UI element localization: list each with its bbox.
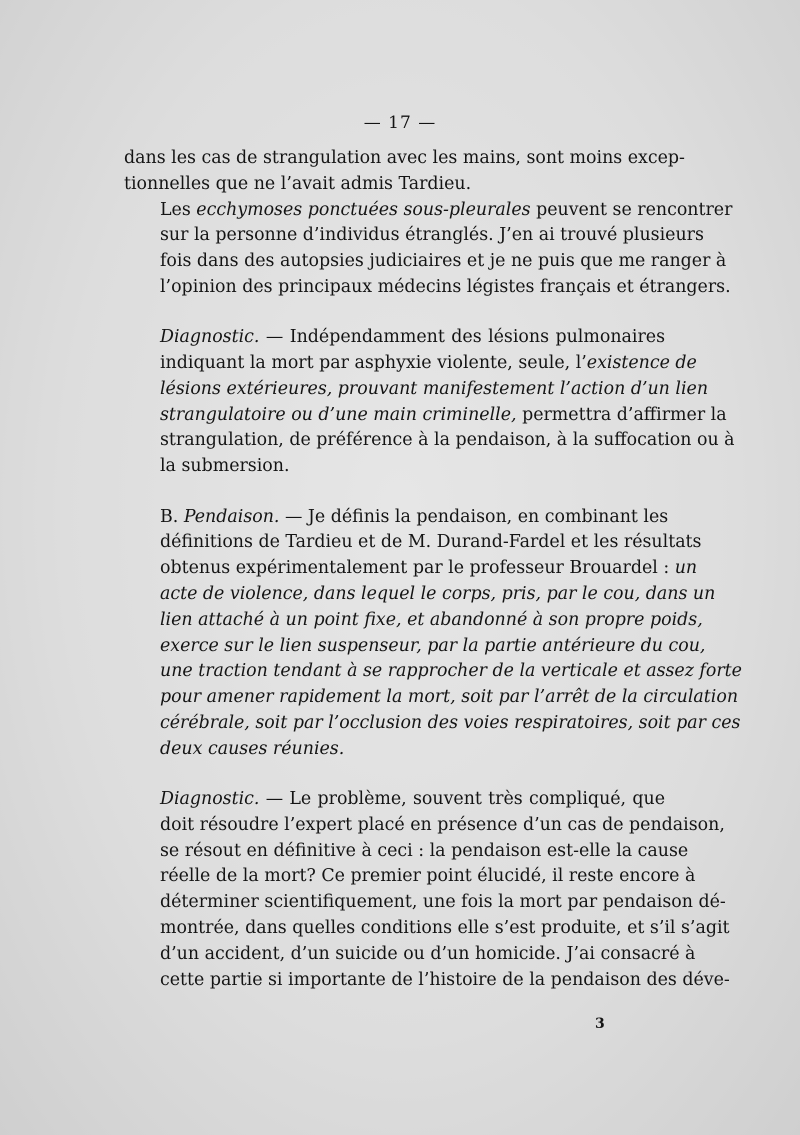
paragraph-strangulation-hands bbox=[124, 146, 685, 198]
italic-text: lésions extérieures, prouvant manifestement l’action d’un lien bbox=[160, 378, 709, 399]
text-line bbox=[124, 942, 696, 968]
text-line bbox=[124, 968, 730, 994]
italic-text: Diagnostic. bbox=[160, 789, 260, 810]
text-segment: définitions de Tardieu et de M. Durand-Fardel et les résultats bbox=[160, 532, 702, 553]
page-number: — 17 — bbox=[363, 113, 437, 133]
text-segment: réelle de la mort? Ce premier point élucidé, il reste encore à bbox=[160, 866, 696, 887]
text-line bbox=[124, 685, 739, 711]
text-segment: — Je définis la pendaison, en combinant les bbox=[279, 506, 669, 527]
text-line bbox=[124, 556, 698, 582]
text-line bbox=[124, 198, 733, 224]
text-segment: cette partie si importante de l’histoire de la pendaison des déve- bbox=[160, 969, 730, 990]
italic-text: acte de violence, dans lequel le corps, pris, par le cou, dans un bbox=[160, 583, 716, 604]
text-segment: l’ bbox=[575, 353, 587, 374]
text-line bbox=[124, 351, 697, 377]
italic-text: ecchymoses ponctuées sous-pleurales bbox=[196, 199, 531, 220]
text-line bbox=[124, 275, 731, 301]
text-line bbox=[124, 737, 665, 763]
paragraph-pendaison-definition bbox=[124, 505, 742, 763]
text-segment: indiquant la mort par asphyxie violente, seule, bbox=[160, 353, 576, 374]
text-line bbox=[124, 634, 706, 660]
text-segment: peuvent se rencontrer bbox=[530, 199, 733, 220]
text-segment: — Indépendamment des lésions pulmonaires bbox=[259, 327, 665, 348]
text-line bbox=[124, 864, 696, 890]
text-segment: dans les cas de strangulation avec les mains, sont moins excep- bbox=[124, 148, 685, 168]
text-line bbox=[124, 787, 665, 813]
text-segment: d’un accident, d’un suicide ou d’un homicide. J’ai consacré à bbox=[160, 943, 696, 964]
italic-text: une traction tendant à se rapprocher de la verticale et assez forte bbox=[160, 661, 742, 682]
text-line bbox=[124, 403, 727, 429]
text-segment: sur la personne d’individus étranglés. J’en ai trouvé plusieurs bbox=[160, 225, 704, 246]
text-line bbox=[124, 608, 703, 634]
italic-text: lien attaché à un point fixe, et abandonné à son propre poids, bbox=[160, 609, 703, 630]
italic-text: un bbox=[674, 558, 698, 579]
italic-text: pour amener rapidement la mort, soit par l’arrêt de la circulation bbox=[160, 687, 739, 708]
text-line bbox=[124, 839, 689, 865]
text-segment: doit résoudre l’expert placé en présence d’un cas de pendaison, bbox=[160, 814, 725, 835]
text-line bbox=[124, 377, 709, 403]
text-segment: l’opinion des principaux médecins légistes français et étrangers. bbox=[160, 276, 731, 297]
text-line bbox=[124, 711, 741, 737]
italic-text: existence de bbox=[586, 353, 697, 374]
italic-text: strangulatoire ou d’une main criminelle, bbox=[160, 404, 517, 425]
text-line bbox=[124, 223, 704, 249]
text-segment: fois dans des autopsies judiciaires et je ne puis que me ranger à bbox=[160, 251, 727, 272]
text-line bbox=[124, 172, 665, 198]
text-line bbox=[124, 325, 665, 351]
text-segment: la submersion. bbox=[160, 456, 290, 477]
text-segment: montrée, dans quelles conditions elle s’est produite, et s’il s’agit bbox=[160, 918, 730, 939]
italic-text: deux causes réunies. bbox=[160, 738, 345, 759]
paragraph-diagnostic-pendaison bbox=[124, 787, 730, 993]
text-segment: Les bbox=[160, 199, 197, 220]
italic-text: exerce sur le lien suspenseur, par la partie antérieure du cou, bbox=[160, 635, 706, 656]
text-line bbox=[124, 890, 726, 916]
paragraph-diagnostic-strangulation bbox=[124, 325, 735, 480]
signature-mark: 3 bbox=[595, 1016, 605, 1032]
body-text bbox=[124, 146, 742, 993]
italic-text: Pendaison. bbox=[183, 506, 280, 527]
text-segment: obtenus expérimentalement par le professeur Brouardel : bbox=[160, 558, 675, 579]
text-line bbox=[124, 916, 730, 942]
text-segment: strangulation, de préférence à la pendaison, à la suffocation ou à bbox=[160, 430, 735, 451]
text-line bbox=[124, 249, 727, 275]
italic-text: cérébrale, soit par l’occlusion des voies respiratoires, soit par ces bbox=[160, 712, 741, 733]
text-segment: déterminer scientifiquement, une fois la mort par pendaison dé- bbox=[160, 892, 726, 913]
text-line bbox=[124, 659, 742, 685]
text-line bbox=[124, 428, 735, 454]
text-segment: se résout en définitive à ceci : la pendaison est-elle la cause bbox=[160, 840, 689, 861]
text-segment: B. bbox=[160, 506, 184, 527]
text-line bbox=[124, 582, 716, 608]
text-segment: tionnelles que ne l’avait admis Tardieu. bbox=[124, 173, 472, 194]
text-line bbox=[124, 454, 665, 480]
text-line bbox=[124, 146, 685, 172]
text-segment: permettra d’affirmer la bbox=[516, 404, 727, 425]
text-line bbox=[124, 813, 725, 839]
text-line bbox=[124, 530, 702, 556]
italic-text: Diagnostic. bbox=[160, 327, 260, 348]
text-line bbox=[124, 505, 669, 531]
text-segment: — Le problème, souvent très compliqué, que bbox=[259, 789, 665, 810]
paragraph-ecchymoses bbox=[124, 198, 733, 301]
